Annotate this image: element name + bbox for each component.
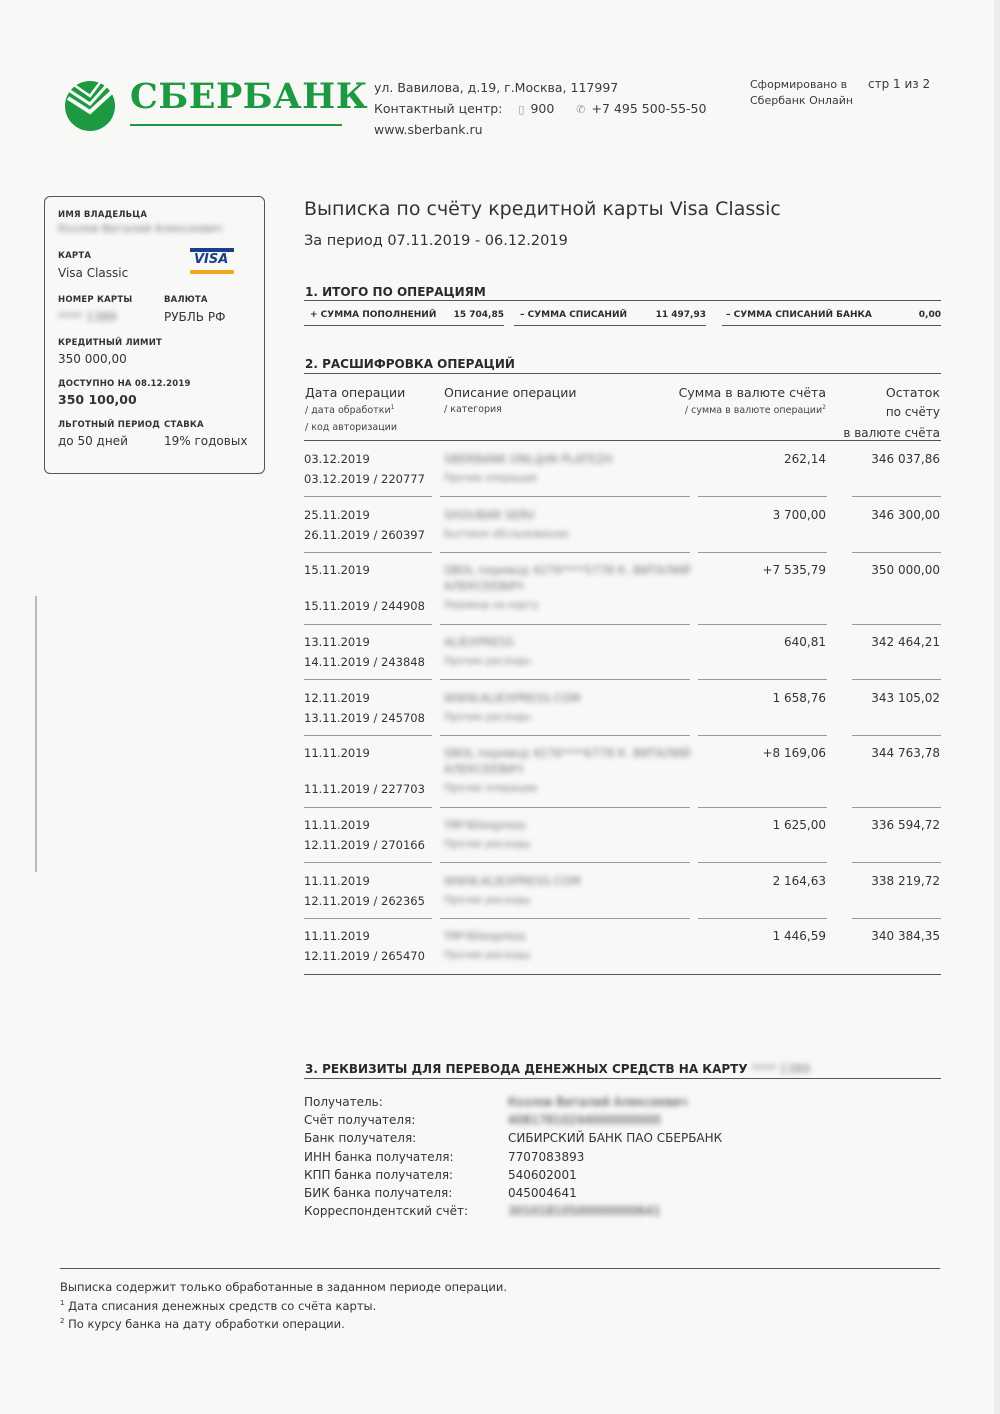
card-info-panel [44, 196, 265, 474]
row-divider [698, 807, 827, 808]
row-divider [698, 679, 827, 680]
row-divider [698, 496, 827, 497]
phone-short: 900 [530, 100, 555, 116]
summary-topups-label: + СУММА ПОПОЛНЕНИЙ [310, 310, 437, 320]
brand-underline [130, 124, 342, 126]
col-amount-sub [685, 404, 826, 416]
credit-limit-value: 350 000,00 [58, 352, 127, 366]
table-row [304, 818, 941, 863]
processing-date-auth: 12.11.2019 / 265470 [304, 949, 425, 963]
row-divider [440, 552, 690, 553]
processing-date-auth: 15.11.2019 / 244908 [304, 599, 425, 613]
operation-description-2: АЛЕКСЕЕВИЧ [444, 762, 523, 776]
requisite-label: Корреспондентский счёт: [304, 1204, 468, 1219]
row-divider [440, 679, 690, 680]
col-date-sub1-text: / дата обработки [305, 405, 391, 417]
operation-amount: 1 625,00 [772, 818, 826, 832]
col-balance-header-2: по счёту [885, 405, 940, 419]
row-divider [304, 496, 432, 497]
row-divider [304, 918, 432, 919]
section3-card-mask: **** 1389 [751, 1062, 811, 1076]
visa-logo-text: VISA [194, 252, 229, 267]
operation-category: Перевод на карту [444, 600, 539, 611]
rate-value: 19% годовых [164, 434, 248, 448]
summary-bank-debits-value: 0,00 [918, 310, 941, 320]
visa-logo [190, 248, 234, 274]
operation-date: 13.11.2019 [304, 635, 370, 649]
footnote-1-text: Дата списания денежных средств со счёта карты. [68, 1299, 377, 1313]
summary-debits-label: – СУММА СПИСАНИЙ [520, 310, 628, 320]
requisite-value: 7707083893 [508, 1149, 585, 1164]
available-label: ДОСТУПНО НА 08.12.2019 [58, 379, 191, 389]
operation-category: Прочие операции [444, 473, 537, 484]
operation-category: Прочие расходы [444, 839, 531, 850]
currency-label: ВАЛЮТА [164, 295, 208, 305]
operation-date: 11.11.2019 [304, 874, 370, 888]
binder-mark [35, 596, 37, 872]
requisite-value: СИБИРСКИЙ БАНК ПАО СБЕРБАНК [508, 1131, 723, 1146]
row-divider [698, 624, 827, 625]
owner-label: ИМЯ ВЛАДЕЛЬЦА [58, 210, 148, 220]
col-date-header: Дата операции [305, 385, 406, 400]
row-divider [304, 552, 432, 553]
row-divider [852, 552, 941, 553]
account-balance: 344 763,78 [871, 746, 940, 760]
processing-date-auth: 12.11.2019 / 262365 [304, 894, 425, 908]
operation-description: SBERBANK ONL@IN PLATEZH [444, 452, 613, 466]
row-divider [304, 807, 432, 808]
col-amount-header: Сумма в валюте счёта [678, 385, 826, 400]
account-balance: 340 384,35 [871, 929, 940, 943]
operation-amount: +8 169,06 [762, 746, 826, 760]
section2-title: 2. РАСШИФРОВКА ОПЕРАЦИЙ [305, 357, 515, 371]
mobile-phone-icon: ▯ [518, 102, 525, 116]
card-number-value: **** 1389 [58, 310, 117, 324]
contact-center-row [374, 99, 706, 121]
operation-description: SBOL перевод 4276****5778 К. ВИТАЛИЙ [444, 563, 691, 577]
card-value: Visa Classic [58, 266, 129, 280]
account-balance: 350 000,00 [871, 563, 940, 577]
row-divider [440, 862, 690, 863]
row-divider [440, 624, 690, 625]
handset-icon: ✆ [576, 102, 586, 116]
operation-category: Прочие расходы [444, 950, 531, 961]
col-date-sub1 [305, 404, 394, 416]
account-balance: 346 300,00 [871, 508, 940, 522]
available-value: 350 100,00 [58, 392, 137, 407]
processing-date-auth: 11.11.2019 / 227703 [304, 782, 425, 796]
operation-description: WWW.ALIEXPRESS.COM [444, 874, 581, 888]
footnote-1-marker: 1 [390, 404, 395, 411]
generated-line-2: Сбербанк Онлайн [750, 94, 854, 107]
row-divider [440, 807, 690, 808]
sberbank-emblem-icon [62, 76, 118, 132]
page-edge [994, 0, 1000, 1414]
table-row [304, 929, 941, 974]
row-divider [852, 496, 941, 497]
table-header-rule [304, 440, 941, 441]
table-row [304, 563, 941, 625]
operation-description: WWW.ALIEXPRESS.COM [444, 691, 581, 705]
section1-title: 1. ИТОГО ПО ОПЕРАЦИЯМ [305, 285, 486, 299]
requisite-value: Козлов Виталий Алексеевич [508, 1095, 688, 1109]
grace-period-label: ЛЬГОТНЫЙ ПЕРИОД [58, 420, 161, 430]
rate-label: СТАВКА [164, 420, 204, 430]
section3-title [305, 1062, 810, 1076]
footer-note: Выписка содержит только обработанные в заданном периоде операции. [60, 1280, 507, 1294]
table-end-rule [304, 974, 941, 975]
summary-bank-debits [722, 304, 941, 326]
generated-line-1: Сформировано в [750, 78, 848, 91]
row-divider [440, 918, 690, 919]
operation-description: SBOL перевод 4276****6778 К. ВИТАЛИЙ [444, 746, 691, 760]
row-divider [440, 735, 690, 736]
row-divider [852, 807, 941, 808]
col-desc-header: Описание операции [444, 385, 577, 400]
card-number-label: НОМЕР КАРТЫ [58, 295, 133, 305]
account-balance: 338 219,72 [871, 874, 940, 888]
col-balance-header: Остаток [885, 385, 940, 400]
operation-date: 12.11.2019 [304, 691, 370, 705]
row-divider [852, 735, 941, 736]
brand-name: СБЕРБАНК [130, 76, 369, 117]
col-desc-sub: / категория [444, 404, 502, 415]
summary-topups-value: 15 704,85 [453, 310, 504, 320]
summary-topups [304, 304, 504, 326]
operation-description: YM*Aliexpress [444, 818, 526, 832]
footnote-1-mark: 1 [60, 1299, 65, 1307]
requisite-label: Банк получателя: [304, 1131, 417, 1146]
owner-value: Козлов Виталий Алексеевич [58, 222, 223, 235]
operation-amount: 262,14 [784, 452, 826, 466]
operation-date: 03.12.2019 [304, 452, 370, 466]
processing-date-auth: 12.11.2019 / 270166 [304, 838, 425, 852]
section3-title-text: 3. РЕКВИЗИТЫ ДЛЯ ПЕРЕВОДА ДЕНЕЖНЫХ СРЕДСТВ НА КАРТУ [305, 1062, 748, 1076]
row-divider [304, 862, 432, 863]
footnote-2 [60, 1317, 345, 1331]
operation-category: Прочие расходы [444, 656, 531, 667]
processing-date-auth: 14.11.2019 / 243848 [304, 655, 425, 669]
operation-category: Прочие расходы [444, 712, 531, 723]
table-row [304, 635, 941, 680]
row-divider [304, 679, 432, 680]
requisite-value: 30101810500000000641 [508, 1204, 661, 1219]
operation-date: 25.11.2019 [304, 508, 370, 522]
requisite-label: ИНН банка получателя: [304, 1149, 454, 1164]
operation-amount: 2 164,63 [772, 874, 826, 888]
account-balance: 346 037,86 [871, 452, 940, 466]
requisite-value: 40817810244000000000 [508, 1113, 661, 1128]
operation-amount: 3 700,00 [772, 508, 826, 522]
section3-rule [304, 1078, 941, 1079]
sberbank-logo [62, 76, 369, 136]
footnote-2-mark: 2 [60, 1317, 65, 1325]
row-divider [698, 918, 827, 919]
section2-rule [304, 373, 941, 374]
contact-label: Контактный центр: [374, 100, 503, 116]
operation-amount: 640,81 [784, 635, 826, 649]
operation-description: SHOUBAR SERV [444, 508, 535, 522]
footnote-2-marker: 2 [822, 404, 826, 411]
summary-debits-value: 11 497,93 [655, 310, 706, 320]
requisite-label: Счёт получателя: [304, 1113, 416, 1128]
table-row [304, 452, 941, 497]
header-contacts [374, 78, 706, 141]
phone-long: +7 495 500-55-50 [591, 100, 707, 116]
operation-date: 11.11.2019 [304, 929, 370, 943]
processing-date-auth: 13.11.2019 / 245708 [304, 711, 425, 725]
generated-by [750, 77, 853, 109]
summary-debits [514, 304, 706, 326]
table-row [304, 874, 941, 919]
requisite-label: БИК банка получателя: [304, 1186, 453, 1200]
row-divider [698, 862, 827, 863]
card-label: КАРТА [58, 251, 92, 261]
credit-limit-label: КРЕДИТНЫЙ ЛИМИТ [58, 338, 163, 348]
requisite-value: 540602001 [508, 1167, 577, 1182]
table-row [304, 746, 941, 808]
requisite-label: Получатель: [304, 1095, 383, 1109]
row-divider [852, 918, 941, 919]
requisite-label: КПП банка получателя: [304, 1167, 454, 1182]
operation-date: 11.11.2019 [304, 818, 370, 832]
account-balance: 343 105,02 [871, 691, 940, 705]
operation-amount: 1 446,59 [772, 929, 826, 943]
row-divider [698, 735, 827, 736]
bank-address: ул. Вавилова, д.19, г.Москва, 117997 [374, 80, 619, 95]
operation-amount: 1 658,76 [772, 691, 826, 705]
document-period: За период 07.11.2019 - 06.12.2019 [304, 233, 568, 249]
operation-date: 11.11.2019 [304, 746, 370, 760]
grace-period-value: до 50 дней [58, 434, 128, 448]
requisite-value: 045004641 [508, 1186, 577, 1200]
account-balance: 342 464,21 [871, 635, 940, 649]
col-date-sub2: / код авторизации [305, 422, 398, 433]
operation-date: 15.11.2019 [304, 563, 370, 577]
col-amount-sub-text: / сумма в валюте операции [684, 405, 823, 417]
row-divider [852, 624, 941, 625]
processing-date-auth: 26.11.2019 / 260397 [304, 528, 425, 542]
operation-description-2: АЛЕКСЕЕВИЧ [444, 579, 523, 593]
page-number: стр 1 из 2 [868, 77, 931, 91]
currency-value: РУБЛЬ РФ [164, 310, 226, 324]
row-divider [698, 552, 827, 553]
row-divider [852, 679, 941, 680]
row-divider [852, 862, 941, 863]
row-divider [440, 496, 690, 497]
table-row [304, 691, 941, 736]
document-title: Выписка по счёту кредитной карты Visa Classic [304, 198, 781, 220]
row-divider [304, 735, 432, 736]
footer-rule [60, 1268, 940, 1269]
summary-bank-debits-label: – СУММА СПИСАНИЙ БАНКА [726, 310, 872, 320]
row-divider [304, 624, 432, 625]
footnote-2-text: По курсу банка на дату обработки операции. [68, 1317, 345, 1331]
table-row [304, 508, 941, 553]
website[interactable]: www.sberbank.ru [374, 122, 483, 137]
processing-date-auth: 03.12.2019 / 220777 [304, 472, 425, 486]
section1-rule [304, 300, 941, 301]
col-balance-header-3: в валюте счёта [843, 426, 940, 440]
operation-category: Бытовое обслуживание [444, 529, 569, 540]
operation-category: Прочие расходы [444, 895, 531, 906]
operation-description: YM*Aliexpress [444, 929, 526, 943]
operation-amount: +7 535,79 [762, 563, 826, 577]
operation-description: ALIEXPRESS [444, 635, 514, 649]
operation-category: Прочие операции [444, 783, 537, 794]
account-balance: 336 594,72 [871, 818, 940, 832]
footnote-1 [60, 1299, 376, 1313]
